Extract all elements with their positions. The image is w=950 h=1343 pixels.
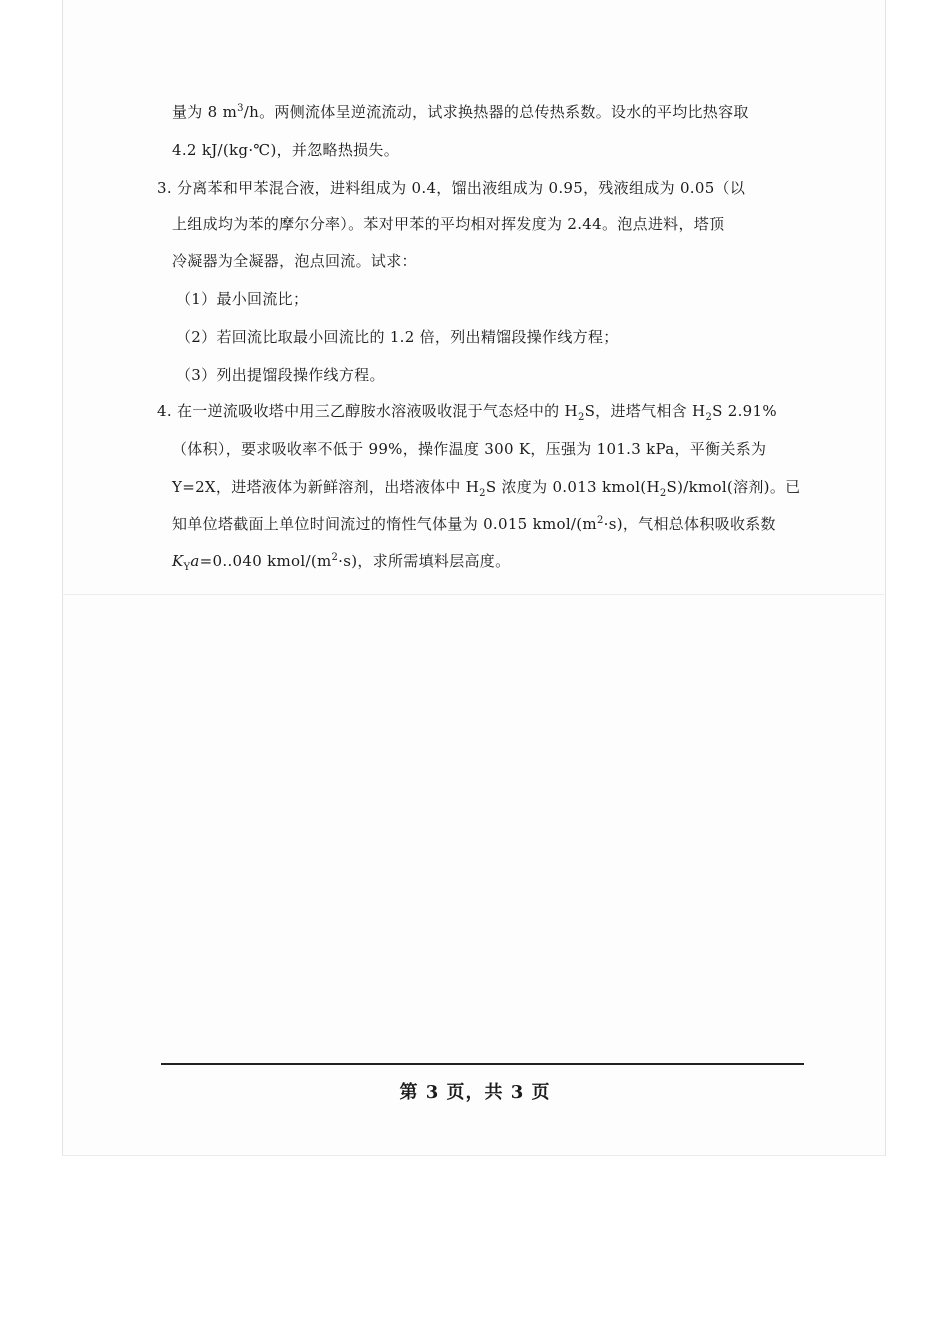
question-4-line-2: （体积），要求吸收率不低于 99%，操作温度 300 K，压强为 101.3 kPa，平衡关系为 (172, 440, 767, 458)
page-number: 第 3 页，共 3 页 (399, 1082, 551, 1103)
paper-sheet (62, 0, 886, 1156)
question-4-line-3: Y=2X，进塔液体为新鲜溶剂，出塔液体中 $H_2S$ 浓度为 0.013 $kmol(H_2S)/kmol$(溶剂)。已 (172, 478, 801, 499)
question-4-line-1: 4. 在一逆流吸收塔中用三乙醇胺水溶液吸收混于气态烃中的 $H_2S$，进塔气相含 $H_2S$ 2.91% (157, 402, 777, 423)
footer-rule (161, 1063, 804, 1065)
question-3-line-1: 3. 分离苯和甲苯混合液，进料组成为 0.4，馏出液组成为 0.95，残液组成为 0.05（以 (157, 179, 746, 197)
question-3-part-3: （3）列出提馏段操作线方程。 (176, 366, 385, 384)
question-3-line-2: 上组成均为苯的摩尔分率）。苯对甲苯的平均相对挥发度为 2.44。泡点进料，塔顶 (172, 215, 725, 233)
question-4-line-5: $K_Ya=0..040$ kmol/$(m^2\cdot s)$，求所需填料层高度。 (172, 552, 511, 573)
text-line-1: 量为 8 $m^3/h$。两侧流体呈逆流流动，试求换热器的总传热系数。设水的平均比热容取 (172, 103, 749, 121)
text-line-2: 4.2 kJ/(kg·℃)，并忽略热损失。 (172, 141, 400, 159)
question-3-part-2: （2）若回流比取最小回流比的 1.2 倍，列出精馏段操作线方程； (176, 328, 619, 346)
question-3-part-1: （1）最小回流比； (176, 290, 309, 308)
fold-line (62, 594, 884, 595)
question-3-line-3: 冷凝器为全凝器，泡点回流。试求： (172, 252, 417, 270)
question-4-line-4: 知单位塔截面上单位时间流过的惰性气体量为 0.015 kmol/$(m^2\cdot s)$，气相总体积吸收系数 (172, 515, 776, 533)
